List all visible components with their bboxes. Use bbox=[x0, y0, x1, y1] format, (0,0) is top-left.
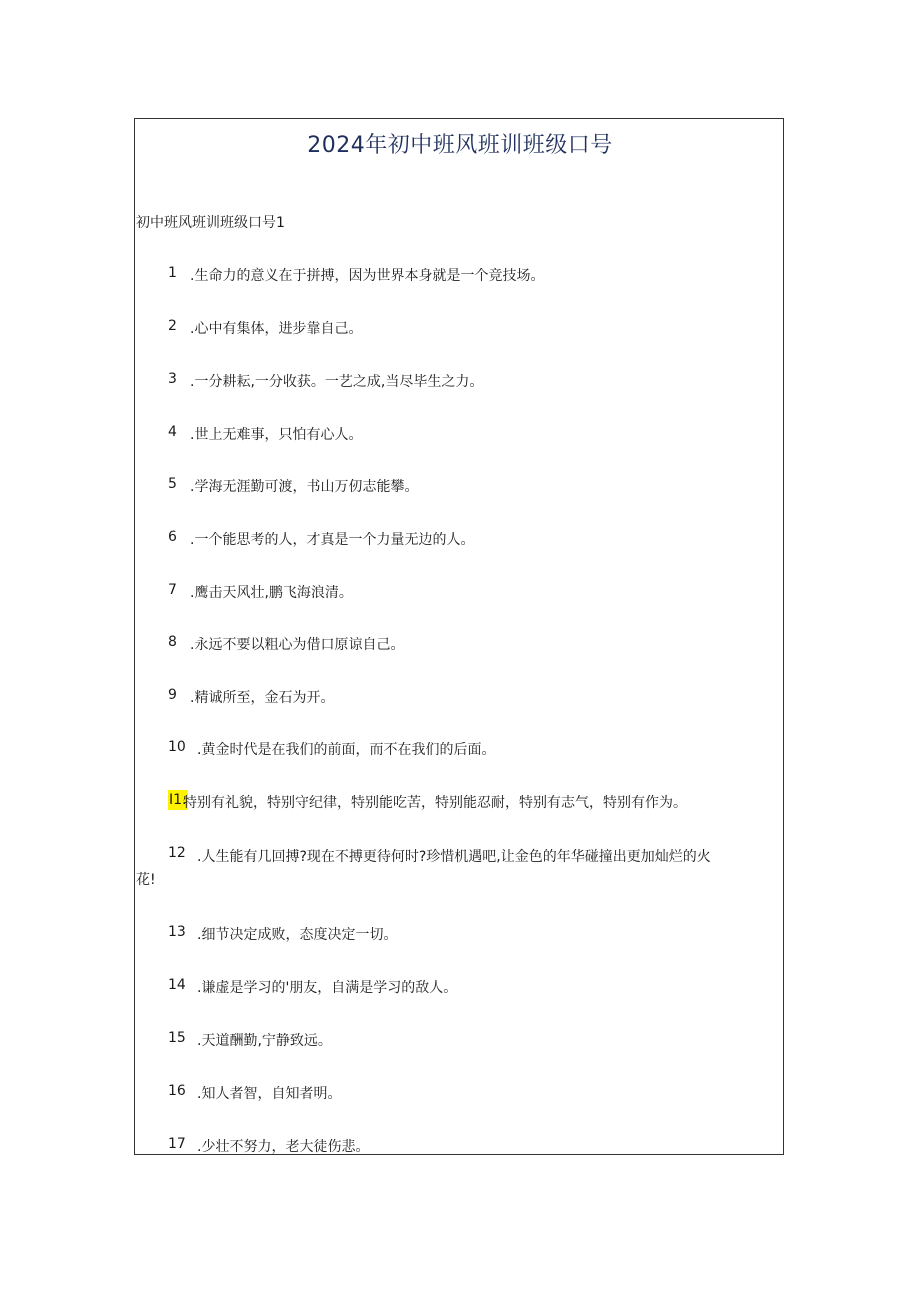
item-number: 13 bbox=[168, 924, 186, 940]
item-number: 10 bbox=[168, 739, 186, 755]
document-title: 2024年初中班风班训班级口号 bbox=[307, 133, 613, 158]
item-text: .学海无涯勤可渡，书山万仞志能攀。 bbox=[190, 479, 419, 495]
item-number: 8 bbox=[168, 634, 177, 650]
item-number: 16 bbox=[168, 1083, 186, 1099]
item-text: .人生能有几回搏?现在不搏更待何时?珍惜机遇吧,让金色的年华碰撞出更加灿烂的火 bbox=[197, 849, 711, 865]
item-text: .一分耕耘,一分收获。一艺之成,当尽毕生之力。 bbox=[190, 374, 484, 390]
item-text: .世上无难事，只怕有心人。 bbox=[190, 427, 363, 443]
item-text: .精诚所至，金石为开。 bbox=[190, 690, 335, 706]
section-heading: 初中班风班训班级口号1 bbox=[136, 215, 285, 231]
item-text: .黄金时代是在我们的前面，而不在我们的后面。 bbox=[197, 742, 496, 758]
item-text-continuation: 花! bbox=[136, 872, 156, 888]
item-text: .生命力的意义在于拼搏，因为世界本身就是一个竞技场。 bbox=[190, 268, 545, 284]
item-text: .一个能思考的人，才真是一个力量无边的人。 bbox=[190, 532, 475, 548]
item-number: 4 bbox=[168, 424, 177, 440]
item-text: .天道酬勤,宁静致远。 bbox=[197, 1033, 332, 1049]
item-text: .知人者智，自知者明。 bbox=[197, 1086, 342, 1102]
item-number: 9 bbox=[168, 687, 177, 703]
item-text: .心中有集体，进步靠自己。 bbox=[190, 321, 363, 337]
item-number: 14 bbox=[168, 977, 186, 993]
item-number: 12 bbox=[168, 845, 186, 861]
item-number: 15 bbox=[168, 1030, 186, 1046]
item-number: 6 bbox=[168, 529, 177, 545]
item-text: 特别有礼貌，特别守纪律，特别能吃苦，特别能忍耐，特别有志气，特别有作为。 bbox=[183, 795, 687, 811]
item-number: 1 bbox=[168, 265, 177, 281]
item-number: 5 bbox=[168, 476, 177, 492]
item-text: .少壮不努力，老大徒伤悲。 bbox=[197, 1139, 370, 1155]
item-text: .细节决定成败，态度决定一切。 bbox=[197, 927, 398, 943]
item-number: 2 bbox=[168, 318, 177, 334]
item-text: .永远不要以粗心为借口原谅自己。 bbox=[190, 637, 405, 653]
item-text: .谦虚是学习的'朋友，自满是学习的敌人。 bbox=[197, 980, 458, 996]
item-text: .鹰击天风壮,鹏飞海浪清。 bbox=[190, 585, 353, 601]
item-number: 7 bbox=[168, 582, 177, 598]
item-number: 3 bbox=[168, 371, 177, 387]
item-number: 17 bbox=[168, 1136, 186, 1152]
highlight-mark: I1. bbox=[169, 792, 187, 808]
